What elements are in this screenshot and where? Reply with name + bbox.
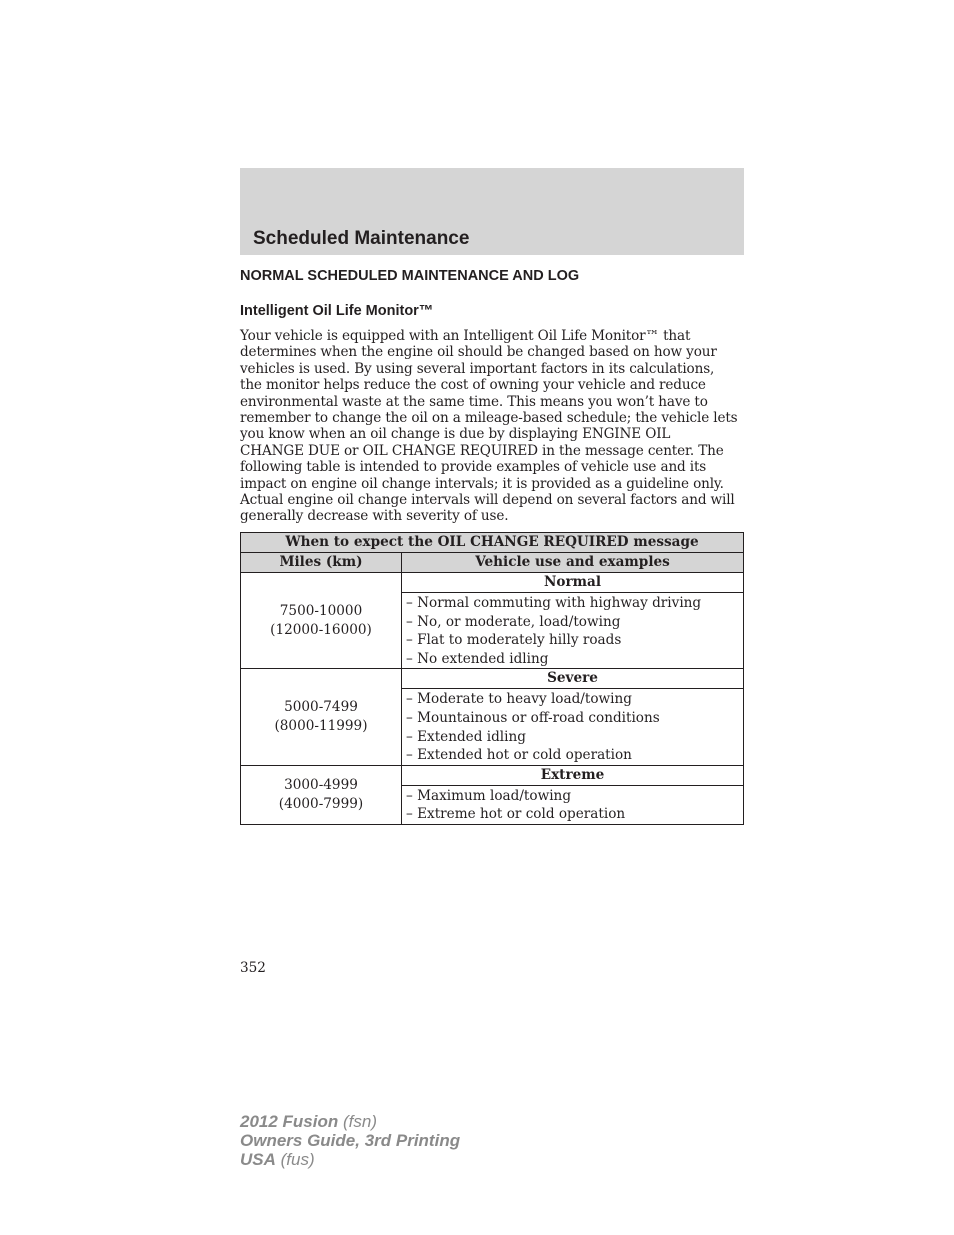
body-line: remember to change the oil on a mileage-based schedule; the vehicle lets (240, 410, 738, 427)
examples-normal (402, 593, 744, 669)
table-title: When to expect the OIL CHANGE REQUIRED message (241, 533, 744, 553)
example-item: – Extended idling (406, 728, 526, 745)
section-title: Scheduled Maintenance (253, 228, 470, 249)
body-line: environmental waste at the same time. This means you won’t have to (240, 393, 708, 410)
examples-severe (402, 689, 744, 765)
example-item: – No extended idling (406, 650, 549, 667)
miles-value: 7500-10000 (279, 602, 363, 619)
body-line: impact on engine oil change intervals; it is provided as a guideline only. (240, 475, 724, 492)
example-item: – Extreme hot or cold operation (406, 806, 626, 823)
miles-cell-extreme (241, 765, 402, 824)
sub-heading: Intelligent Oil Life Monitor™ (240, 303, 434, 319)
footer-line-model (240, 1112, 460, 1131)
page-number: 352 (240, 960, 266, 976)
main-heading: NORMAL SCHEDULED MAINTENANCE AND LOG (240, 268, 580, 284)
column-header-miles: Miles (km) (241, 553, 402, 573)
footer-model: 2012 Fusion (240, 1112, 339, 1131)
examples-extreme (402, 785, 744, 824)
body-line: Your vehicle is equipped with an Intelligent Oil Life Monitor™ that (240, 328, 691, 344)
example-item: – Normal commuting with highway driving (406, 595, 702, 611)
example-item: – Moderate to heavy load/towing (406, 691, 632, 708)
body-line: determines when the engine oil should be changed based on how your (240, 344, 717, 361)
body-line: generally decrease with severity of use. (240, 508, 509, 525)
example-item: – Mountainous or off-road conditions (406, 709, 660, 726)
footer-market: USA (240, 1150, 276, 1169)
miles-cell-severe (241, 669, 402, 765)
example-item: – No, or moderate, load/towing (406, 613, 621, 630)
column-header-use: Vehicle use and examples (402, 553, 744, 573)
body-line: CHANGE DUE or OIL CHANGE REQUIRED in the message center. The (240, 442, 724, 459)
body-line: following table is intended to provide examples of vehicle use and its (240, 459, 707, 476)
body-line: vehicles is used. By using several important factors in its calculations, (240, 360, 715, 377)
km-value: (8000-11999) (274, 718, 368, 735)
category-severe: Severe (402, 669, 744, 689)
footer-print-info (240, 1112, 460, 1169)
example-item: – Extended hot or cold operation (406, 747, 632, 764)
miles-cell-normal (241, 573, 402, 669)
body-line: Actual engine oil change intervals will depend on several factors and will (240, 492, 735, 509)
oil-change-table (240, 532, 744, 825)
category-extreme: Extreme (402, 765, 744, 785)
footer-model-code: (fsn) (338, 1112, 377, 1131)
body-line: you know when an oil change is due by displaying ENGINE OIL (240, 426, 671, 443)
footer-line-guide (240, 1131, 460, 1150)
miles-value: 5000-7499 (284, 699, 358, 716)
footer-market-code: (fus) (275, 1150, 315, 1169)
footer-guide: Owners Guide, 3rd Printing (240, 1131, 461, 1150)
example-item: – Maximum load/towing (406, 787, 572, 804)
category-normal: Normal (402, 573, 744, 593)
km-value: (4000-7999) (278, 795, 364, 812)
example-item: – Flat to moderately hilly roads (406, 632, 622, 649)
km-value: (12000-16000) (270, 621, 372, 638)
body-line: the monitor helps reduce the cost of owning your vehicle and reduce (240, 377, 706, 394)
miles-value: 3000-4999 (284, 776, 358, 793)
footer-line-market (240, 1150, 460, 1169)
body-paragraph (240, 328, 744, 525)
